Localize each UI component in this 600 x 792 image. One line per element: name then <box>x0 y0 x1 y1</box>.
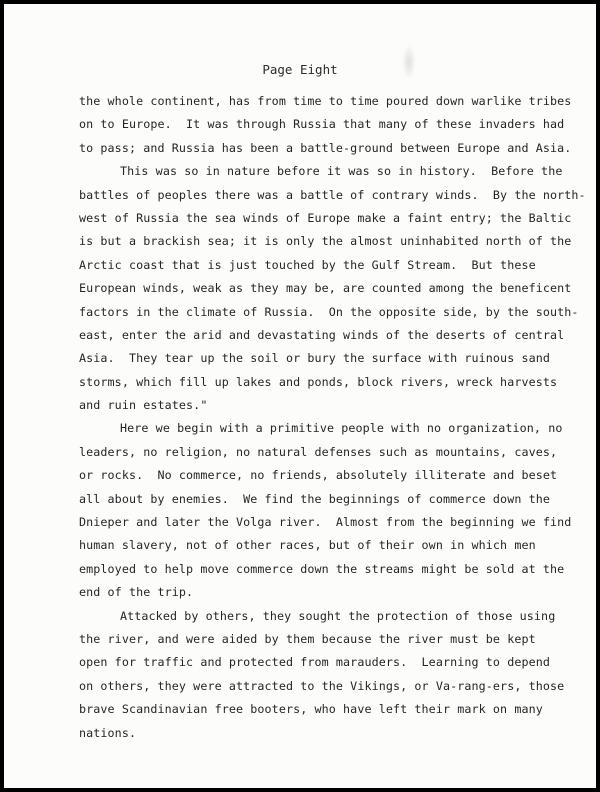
text-line: Dnieper and later the Volga river. Almost from the beginning we find <box>79 515 572 530</box>
text-line: and ruin estates." <box>79 398 208 413</box>
text-line: factors in the climate of Russia. On the opposite side, by the south- <box>79 304 579 319</box>
text-line: employed to help move commerce down the streams might be sold at the <box>79 561 565 576</box>
paragraph-4 <box>79 605 579 745</box>
text-line: on to Europe. It was through Russia that many of these invaders had <box>79 117 565 132</box>
text-line: This was so in nature before it was so in history. Before the <box>120 164 563 179</box>
text-line: Attacked by others, they sought the protection of those using <box>120 608 556 623</box>
body-text <box>79 90 586 745</box>
text-line: human slavery, not of other races, but of their own in which men <box>79 538 536 553</box>
text-line: European winds, weak as they may be, are counted among the beneficent <box>79 281 572 296</box>
text-line: all about by enemies. We find the beginnings of commerce down the <box>79 491 551 506</box>
text-line: brave Scandinavian free booters, who have left their mark on many <box>79 702 543 717</box>
text-line: nations. <box>79 725 137 740</box>
text-line: end of the trip. <box>79 585 194 600</box>
page-title: Page Eight <box>262 62 338 77</box>
text-line: on others, they were attracted to the Vikings, or Va-rang-ers, those <box>79 678 565 693</box>
paragraph-2 <box>79 160 586 417</box>
text-line: west of Russia the sea winds of Europe make a faint entry; the Baltic <box>79 210 572 225</box>
text-line: the river, and were aided by them because the river must be kept <box>79 631 536 646</box>
paragraph-3 <box>79 417 579 604</box>
text-line: Here we begin with a primitive people with no organization, no <box>120 421 563 436</box>
text-line: or rocks. No commerce, no friends, absolutely illiterate and beset <box>79 468 558 483</box>
text-line: Arctic coast that is just touched by the Gulf Stream. But these <box>79 257 536 272</box>
text-line: to pass; and Russia has been a battle-ground between Europe and Asia. <box>79 140 572 155</box>
paragraph-1 <box>79 90 579 160</box>
text-line: east, enter the arid and devastating winds of the deserts of central <box>79 327 565 342</box>
text-line: leaders, no religion, no natural defenses such as mountains, caves, <box>79 444 558 459</box>
text-line: the whole continent, has from time to time poured down warlike tribes <box>79 94 572 108</box>
text-line: storms, which fill up lakes and ponds, block rivers, wreck harvests <box>79 374 558 389</box>
text-line: open for traffic and protected from marauders. Learning to depend <box>79 655 551 670</box>
text-line: Asia. They tear up the soil or bury the surface with ruinous sand <box>79 351 551 366</box>
typed-page <box>4 4 596 788</box>
text-line: battles of peoples there was a battle of contrary winds. By the north- <box>79 187 586 202</box>
text-line: is but a brackish sea; it is only the almost uninhabited north of the <box>79 234 572 249</box>
